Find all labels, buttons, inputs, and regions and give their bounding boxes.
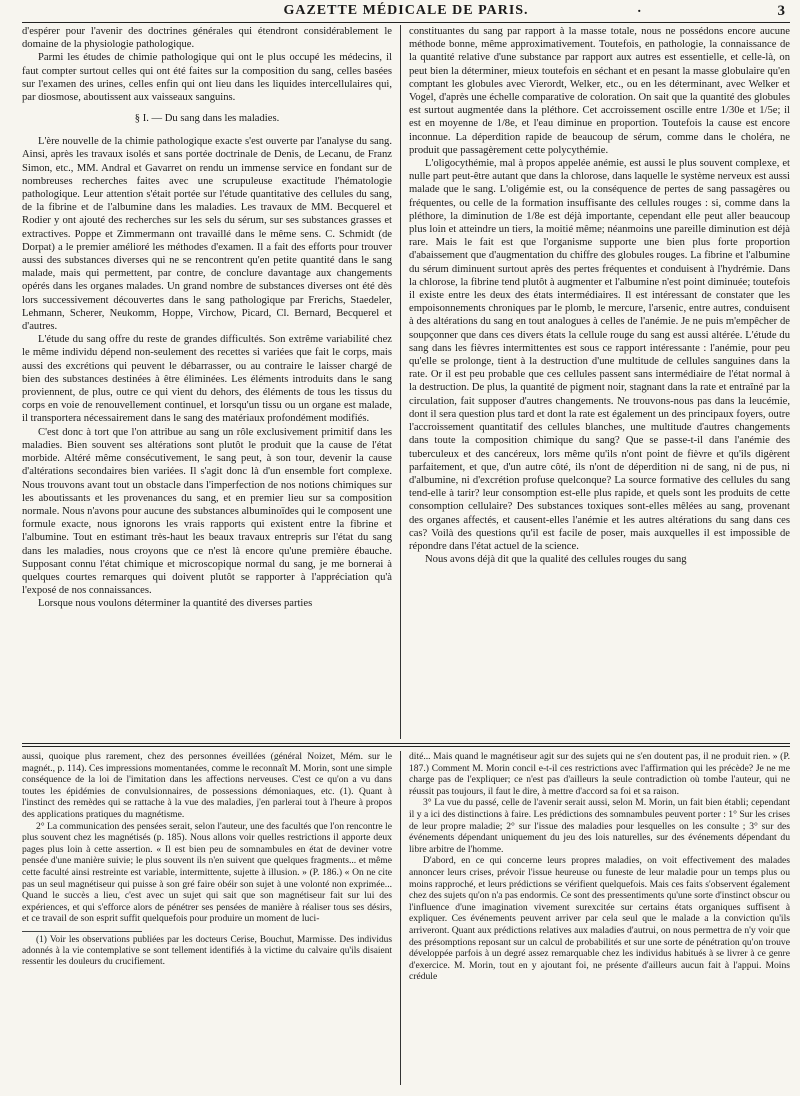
paragraph: 2° La communication des pensées serait, selon l'auteur, une des facultés que l'on rencontre le plus souvent chez les magnétisés (p. 185). Nous allons voir quelles restrictions il apporte deux pages plus loin à cette assertion. « Il est bien peu de somnambules en état de deviner votre pensée d'une manière suivie; le plus souvent ils n'en suivent que quelques fragments... et même cette faculté ainsi restreinte est variable, intermittente, sujette à illusion. » (P. 186.) « On ne cite pas un seul magnétiseur qui puisse à son gré faire obéir son sujet à une volonté non exprimée... Quand le succès a lieu, c'est avec un sujet qui sait que son magnétiseur fait sur lui des expériences, et qui s'efforce alors de pénétrer ses pensées de manière à réaliser tous ses désirs, et ce travail de son esprit suffit quelquefois pour produire un moment de luci- — [22, 820, 392, 925]
footnote: (1) Voir les observations publiées par les docteurs Cerise, Bouchut, Marmisse. Des individus adonnés à la vie contemplative se sont tellement identifiés à la victime du calvaire qu'ils disaient ressentir les douleurs du crucifiement. — [22, 934, 392, 968]
paragraph: dité... Mais quand le magnétiseur agit sur des sujets qui ne s'en doutent pas, il ne produit rien. » (P. 187.) Comment M. Morin concil e-t-il ces restrictions avec l'affirmation qui les précède? Je ne me charge pas de l'expliquer; ce n'est pas d'ailleurs la seule contradiction où tombe l'auteur, qui ne réussit pas toujours, il faut le dire, à mettre d'accord sa foi et sa raison. — [409, 751, 790, 797]
paragraph: Lorsque nous voulons déterminer la quantité des diverses parties — [38, 598, 313, 610]
separator-rule — [22, 743, 790, 744]
paragraph: L'étude du sang offre du reste de grandes difficultés. Son extrême variabilité chez le même individu dépend non-seulement des recettes si variées que fait le corps, mais aussi des excrétions qui peuvent le débarrasser, ou au contraire le laisser chargé de bien des substances destinées à être éliminées. Les éléments introduits dans le sang proviennent, de plus, outre ce qui vient du dehors, des éléments de tous les tissus du corps en voie de renouvellement continuel, et lorsqu'un tissu ou un organe est malade, il transportera nécessairement dans le sang des matériaux profondément modifiés. — [22, 334, 392, 425]
journal-title: GAZETTE MÉDICALE DE PARIS. — [283, 3, 529, 18]
article-column-right — [400, 25, 790, 739]
main-article — [22, 25, 790, 739]
section-heading: § I. — Du sang dans les maladies. — [134, 113, 280, 125]
article-column-left — [22, 25, 400, 739]
paragraph: C'est donc à tort que l'on attribue au sang un rôle exclusivement primitif dans les maladies. Bien souvent ses altérations sont plutôt le produit que la cause de l'état morbide. Altéré même consécutivement, le sang peut, à son tour, devenir la cause d'altérations secondaires bien variées. Il s'agit donc là d'un ensemble fort complexe. Nous trouvons avant tout un obstacle dans l'imperfection de nos notions chimiques sur les aboutissants et les provenances du sang, et en premier lieu sur sa composition normale. Nous n'avons pour aucune des substances albuminoïdes qui le composent une formule exacte, nous ignorons les vrais rapports qui existent entre la fibrine et l'albumine. Tout en estimant très-haut les beaux travaux entrepris sur l'état du sang dans les maladies, nous croyons que ce n'est là encore qu'une première ébauche. Supposant connu l'état chimique et microscopique normal du sang, je me bornerai à quelques courtes remarques qui doivent plutôt se rapporter à l'appréciation qu'à l'exposé de nos connaissances. — [22, 426, 392, 597]
feuilleton — [22, 751, 790, 1085]
separator-rule — [22, 746, 790, 747]
paragraph: D'abord, en ce qui concerne leurs propres maladies, on voit effectivement des malades annoncer leurs crises, prévoir l'issue heureuse ou funeste de leur maladie pour un temps plus ou moins rapproché, et leurs prédictions se vérifient quelquefois. Mais ces faits s'observent également chez des sujets qu'on n'a pas endormis. Ce sont des pressentiments qu'une sorte d'instinct obscur ou l'influence d'une imagination vivement surexcitée sur certains états organiques suffisent à expliquer. Ces événements peuvent arriver par cela seul que le malade a la conviction qu'ils arriveront. Quant aux prédictions relatives aux maladies d'autrui, on nous permettra de n'y voir que des présomptions reposant sur un calcul de probabilités et sur une sorte de pénétration qu'on trouve développée parfois à un degré assez remarquable chez les individus habitués à se livrer à ce genre d'exercice. M. Morin, tout en y ajoutant foi, ne présente d'ailleurs aucun fait à l'appui. Moins crédule — [409, 855, 790, 983]
paragraph: L'oligocythémie, mal à propos appelée anémie, est aussi le plus souvent complexe, et nulle part peut-être autant que dans la chlorose, dans laquelle le système nerveux est aussi malade que le sang. L'oligémie est, ou la conséquence de pertes de sang passagères ou fréquentes, ou celle de la formation insuffisante des cellules rouges : si, comme dans la pléthore, la diminution de 1/8e est déjà importante, cependant elle peut aller beaucoup plus loin et atteindre un tiers, la moitié même; néanmoins une pareille diminution est déjà rare. Mais le fait est que l'organisme supporte une bien plus forte proportion d'abaissement que d'augmentation du chiffre des globules rouges. La fibrine et l'albumine du sérum diminuent surtout après des pertes fréquentes et conduisent à l'hydrémie. Dans la chlorose, la fibrine tend plutôt à augmenter et l'albumine n'est point diminuée; toutefois il existe entre les deux des états intermédiaires. Il est intéressant de constater que les empoisonnements chroniques par le plomb, le mercure, l'arsenic, entre autres, conduisent à des altérations du sang en tout analogues à celles de l'anémie. Je ne puis m'empêcher de soupçonner que dans ces divers états la cellule rouge du sang est aussi altérée. L'étude du sang dans les fièvres intermittentes est sous ce rapport intéressante : l'anémie, pour peu qu'elle se prolonge, tient à la destruction d'une multitude de cellules sanguines dans la rate. Or il est peu probable que ces cellules passent sans intermédiaire de l'état normal à la destruction. De plus, la quantité de pigment noir, stagnant dans la rate et entraîné par la circulation, fait supposer d'autres changements. Ne trouvons-nous pas dans la leucémie, dont il sera question plus tard et dont la rate est également un des principaux foyers, outre l'accroissement quantitatif des cellules blanches, une multitude d'autres changements dans toute la composition chimique du sang? Que se passe-t-il dans l'anémie des tuberculeux et des cancéreux, lors même qu'ils n'ont point de fièvre et qu'ils digèrent parfaitement, et que, d'un autre côté, ils n'ont de déperdition ni de sang, ni de pus, ni d'albumine, ni d'excrétion profuse quelconque? La source formative des cellules du sang tend-elle à tarir? leur consomption est-elle plus rapide, et quels sont les produits de cette consomption cellulaire? Des substances toxiques sont-elles mêlées au sang, provenant des organes affectés, et causent-elles l'anémie et les autres altérations du sang dans ces cas? Voilà des questions qu'il est facile de poser, mais auxquelles il est impossible de répondre dans l'état actuel de la science. — [409, 158, 790, 552]
paragraph: L'ère nouvelle de la chimie pathologique exacte s'est ouverte par l'analyse du sang. Ainsi, après les travaux isolés et sans portée doctrinale de Denis, de Lecanu, de Franz Simon, etc., MM. Andral et Gavarret on rendu un immense service en fondant sur de nombreuses recherches faites avec une scrupuleuse exactitude l'hématologie pathologique. Leur attention s'était portée sur l'étude quantitative des cellules du sang, de la fibrine et de l'albumine dans les maladies. Les travaux de MM. Becquerel et Rodier y ont ajouté des recherches sur les sels du sérum, sur ses substances grasses et extractives. Poppe et Zimmermann ont travaillé dans le même sens. C. Schmidt (de Dorpat) a le premier amélioré les méthodes d'examen. Il a fait des efforts pour trouver aussi des substances diverses qui ne se rencontrent qu'en petite quantité dans le sang malade, mais qui permettent, par contre, de conclure davantage aux changements opérés dans les organes malades. Un grand nombre de substances diverses ont été dès lors successivement découvertes dans le sang pathologique par Frerichs, Staedeler, Lehmann, Scherer, Neukomm, Hoppe, Virchow, Picard, Cl. Bernard, Becquerel et d'autres. — [22, 136, 392, 333]
paragraph: 3° La vue du passé, celle de l'avenir serait aussi, selon M. Morin, un fait bien établi; cependant il y a ici des distinctions à faire. Les prédictions des somnambules peuvent porter : 1° Sur les crises de leur propre maladie; 2° sur l'issue des maladies pour lesquelles on les consulte ; 3° sur des événements dépendant uniquement du jeu des lois naturelles, sur des événements dépendant du libre arbitre de l'homme. — [409, 797, 790, 855]
paragraph: Parmi les études de chimie pathologique qui ont le plus occupé les médecins, il faut compter surtout celles qui ont été faites sur la composition du sang, celles basées sur l'examen des urines, celles enfin qui ont lieu dans les liquides intercellulaires qui, par diosmose, aboutissent aux vaisseaux sanguins. — [22, 52, 392, 104]
paragraph: constituantes du sang par rapport à la masse totale, nous ne possédons encore aucune méthode bonne, même approximativement. Toutefois, en pathologie, la connaissance de la quantité relative d'une substance par rapport aux autres est essentielle, et celle-là, on peut bien la déterminer, mieux toutefois en séchant et en pesant la masse globulaire qu'en comptant les globules avec Vierordt, Welker, etc., ou en les déterminant, avec Welker et Vogel, d'après une échelle comparative de coloration. On sait que la quantité des globules est surtout augmentée dans la pléthore. Cet accroissement oscille entre 1/30e et 1/5e; il est en moyenne de 1/8e, et l'eau diminue en proportion. Toutefois la cause est encore inconnue. La déperdition rapide de beaucoup de sérum, comme dans le choléra, ne produit que passagèrement cette polycythémie. — [409, 26, 790, 156]
header-dot: . — [637, 1, 642, 16]
page-header — [22, 0, 790, 23]
paragraph: Nous avons déjà dit que la qualité des cellules rouges du sang — [425, 554, 687, 566]
paragraph: d'espérer pour l'avenir des doctrines générales qui étendront considérablement le domaine de la physiologie pathologique. — [22, 26, 392, 51]
page-number: 3 — [777, 3, 786, 19]
paragraph: aussi, quoique plus rarement, chez des personnes éveillées (général Noizet, Mém. sur le magnét., p. 114). Ces impressions momentanées, comme le reconnaît M. Morin, sont une simple conséquence de la loi de l'imitation dans les affections nerveuses. C'est ce qu'on a vu dans toutes les épidémies de convulsionnaires, de possessions démoniaques, etc. (1). Quant à l'instinct des remèdes qui se rattache à la vue des maladies, j'en parlerai tout à l'heure à propos des applications pratiques du magnétisme. — [22, 751, 393, 820]
footnote-rule — [22, 931, 142, 932]
feuilleton-column-right — [400, 751, 790, 1085]
feuilleton-column-left — [22, 751, 400, 1085]
